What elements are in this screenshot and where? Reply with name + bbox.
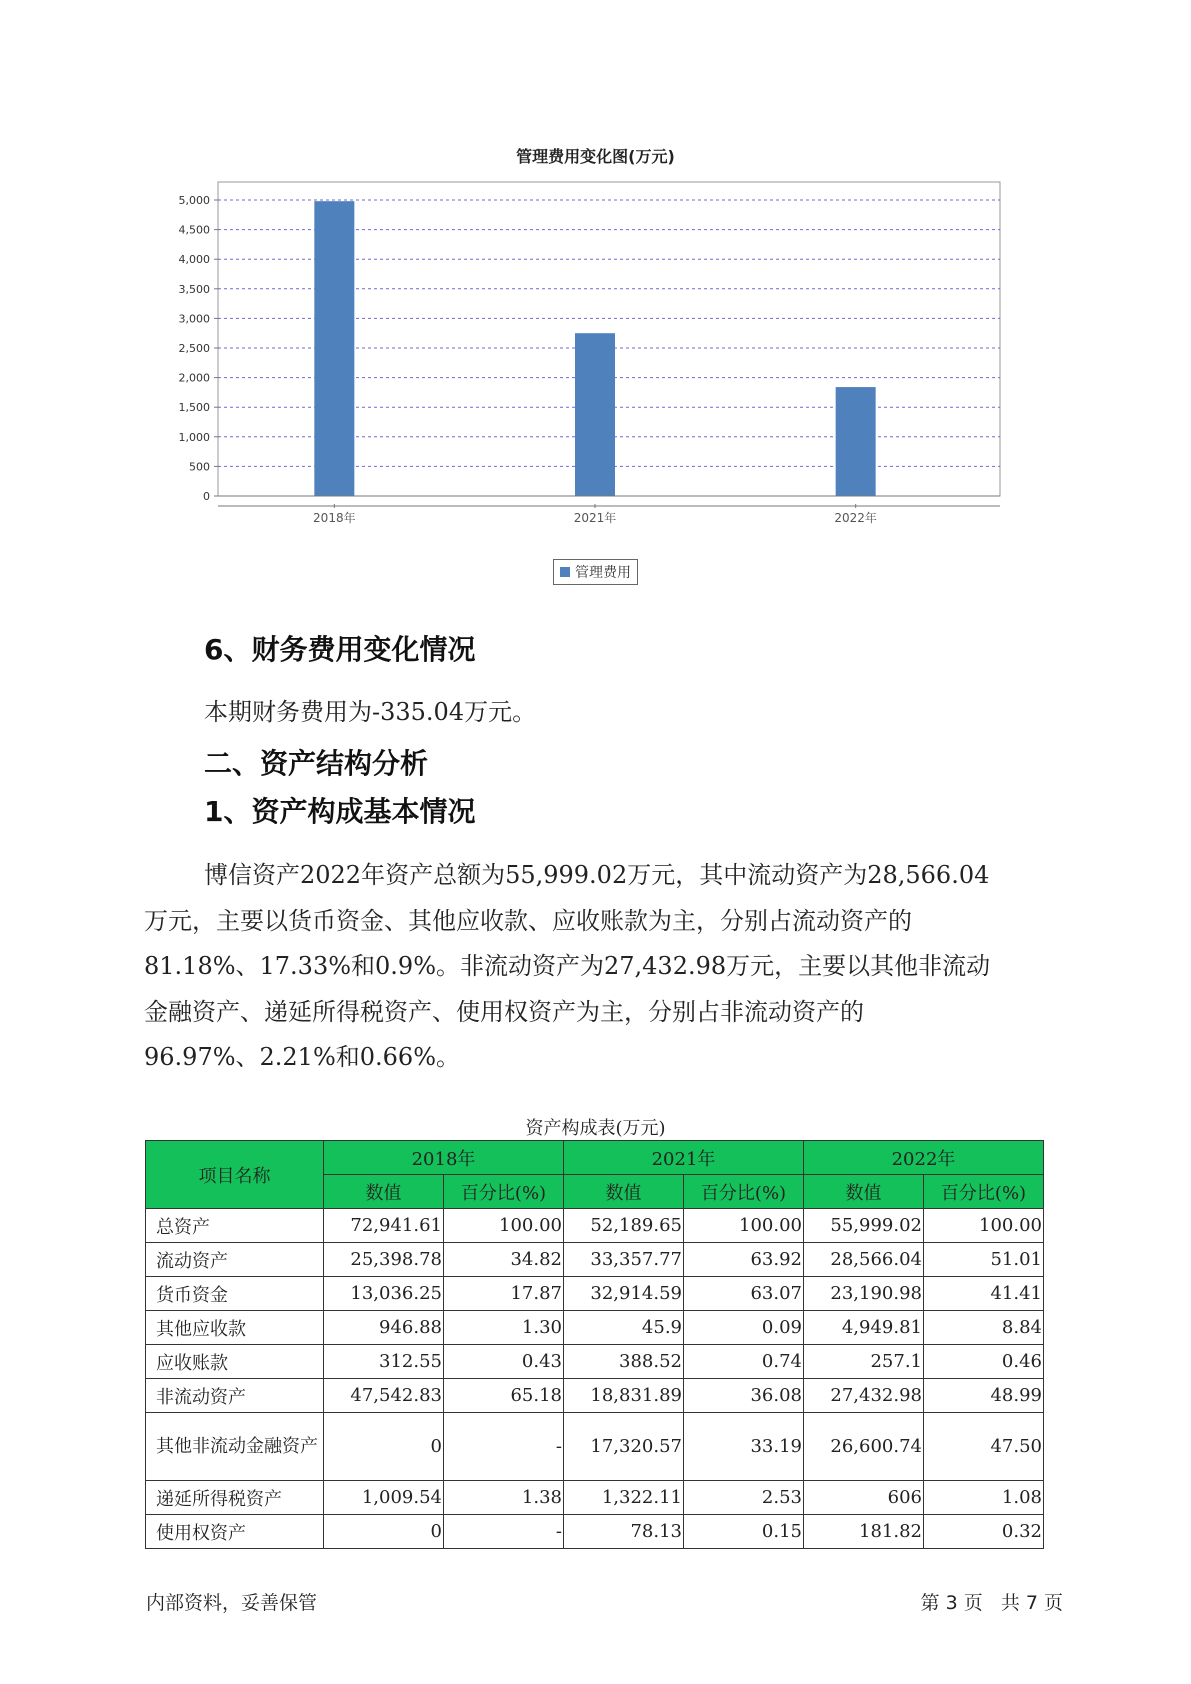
y-tick-label: 0 — [203, 490, 210, 503]
x-tick-label: 2018年 — [313, 511, 356, 525]
cell: 45.9 — [564, 1311, 684, 1345]
cell: 1,009.54 — [324, 1481, 444, 1515]
cell: 55,999.02 — [804, 1209, 924, 1243]
paragraph-line: 万元，主要以货币资金、其他应收款、应收账款为主，分别占流动资产的 — [144, 906, 912, 935]
cell: 26,600.74 — [804, 1413, 924, 1481]
cell: 47.50 — [924, 1413, 1044, 1481]
cell: 63.92 — [684, 1243, 804, 1277]
cell: 4,949.81 — [804, 1311, 924, 1345]
bar — [314, 201, 354, 496]
header-year: 2018年 — [324, 1141, 564, 1175]
row-name: 货币资金 — [146, 1277, 324, 1311]
cell: 1.30 — [444, 1311, 564, 1345]
cell: 48.99 — [924, 1379, 1044, 1413]
header-percent: 百分比(%) — [444, 1175, 564, 1209]
y-tick-label: 3,000 — [178, 312, 210, 326]
header-item-name: 项目名称 — [146, 1141, 324, 1209]
table-row — [146, 1413, 1044, 1481]
cell: 32,914.59 — [564, 1277, 684, 1311]
cell: 8.84 — [924, 1311, 1044, 1345]
cell: 0 — [324, 1515, 444, 1549]
row-name: 总资产 — [146, 1209, 324, 1243]
cell: 28,566.04 — [804, 1243, 924, 1277]
cell: 257.1 — [804, 1345, 924, 1379]
cell: 0.46 — [924, 1345, 1044, 1379]
row-name: 递延所得税资产 — [146, 1481, 324, 1515]
cell: 41.41 — [924, 1277, 1044, 1311]
bar — [575, 333, 615, 496]
cell: 312.55 — [324, 1345, 444, 1379]
row-name: 其他非流动金融资产 — [146, 1413, 324, 1481]
cell: 100.00 — [684, 1209, 804, 1243]
cell: 1.08 — [924, 1481, 1044, 1515]
row-name: 流动资产 — [146, 1243, 324, 1277]
cell: 17.87 — [444, 1277, 564, 1311]
table-caption: 资产构成表(万元) — [525, 1118, 666, 1139]
header-year: 2021年 — [564, 1141, 804, 1175]
header-year: 2022年 — [804, 1141, 1044, 1175]
paragraph-line: 81.18%、17.33%和0.9%。非流动资产为27,432.98万元，主要以其他非流动 — [144, 952, 991, 980]
cell: 23,190.98 — [804, 1277, 924, 1311]
header-value: 数值 — [564, 1175, 684, 1209]
cell: 100.00 — [444, 1209, 564, 1243]
cell: 47,542.83 — [324, 1379, 444, 1413]
cell: 0.74 — [684, 1345, 804, 1379]
management-expense-bar-chart — [160, 180, 1020, 550]
table-row — [146, 1515, 1044, 1549]
table-row — [146, 1243, 1044, 1277]
header-value: 数值 — [324, 1175, 444, 1209]
chart-title: 管理费用变化图(万元) — [516, 147, 675, 166]
y-tick-label: 4,000 — [178, 253, 210, 267]
table-row — [146, 1209, 1044, 1243]
cell: 0.09 — [684, 1311, 804, 1345]
row-name: 应收账款 — [146, 1345, 324, 1379]
y-axis-ticks — [179, 194, 219, 503]
cell: 33.19 — [684, 1413, 804, 1481]
table-row — [146, 1481, 1044, 1515]
cell: 13,036.25 — [324, 1277, 444, 1311]
table-row — [146, 1311, 1044, 1345]
paragraph-line: 博信资产2022年资产总额为55,999.02万元，其中流动资产为28,566.04 — [204, 861, 990, 889]
cell: - — [444, 1413, 564, 1481]
paragraph-line: 金融资产、递延所得税资产、使用权资产为主，分别占非流动资产的 — [144, 997, 864, 1026]
cell: 0.15 — [684, 1515, 804, 1549]
legend-label: 管理费用 — [575, 565, 631, 581]
cell: 0.43 — [444, 1345, 564, 1379]
cell: 27,432.98 — [804, 1379, 924, 1413]
y-tick-label: 1,000 — [178, 430, 210, 444]
cell: 946.88 — [324, 1311, 444, 1345]
x-tick-label: 2022年 — [834, 511, 877, 525]
cell: 1,322.11 — [564, 1481, 684, 1515]
x-tick-label: 2021年 — [573, 511, 617, 525]
row-name: 使用权资产 — [146, 1515, 324, 1549]
y-tick-label: 2,500 — [178, 342, 210, 355]
cell: 63.07 — [684, 1277, 804, 1311]
header-percent: 百分比(%) — [924, 1175, 1044, 1209]
asset-summary-paragraph — [144, 853, 1074, 1081]
cell: 52,189.65 — [564, 1209, 684, 1243]
cell: 51.01 — [924, 1243, 1044, 1277]
cell: 181.82 — [804, 1515, 924, 1549]
y-tick-label: 500 — [189, 460, 210, 474]
cell: 2.53 — [684, 1481, 804, 1515]
cell: 388.52 — [564, 1345, 684, 1379]
cell: 36.08 — [684, 1379, 804, 1413]
cell: 34.82 — [444, 1243, 564, 1277]
cell: 606 — [804, 1481, 924, 1515]
section-2-1-heading: 1、资产构成基本情况 — [204, 795, 476, 828]
y-tick-label: 5,000 — [178, 194, 210, 207]
cell: 17,320.57 — [564, 1413, 684, 1481]
cell: 100.00 — [924, 1209, 1044, 1243]
legend-swatch — [560, 567, 570, 577]
section-6-heading: 6、财务费用变化情况 — [204, 633, 476, 666]
cell: - — [444, 1515, 564, 1549]
cell: 0.32 — [924, 1515, 1044, 1549]
cell: 1.38 — [444, 1481, 564, 1515]
asset-structure-table — [145, 1140, 1044, 1549]
paragraph-line: 96.97%、2.21%和0.66%。 — [144, 1043, 460, 1071]
cell: 72,941.61 — [324, 1209, 444, 1243]
x-axis-ticks — [218, 504, 1000, 525]
table-row — [146, 1379, 1044, 1413]
footer-confidential-note: 内部资料，妥善保管 — [146, 1592, 318, 1614]
header-value: 数值 — [804, 1175, 924, 1209]
row-name: 其他应收款 — [146, 1311, 324, 1345]
header-percent: 百分比(%) — [684, 1175, 804, 1209]
table-row — [146, 1277, 1044, 1311]
chart-legend — [553, 559, 638, 585]
y-tick-label: 1,500 — [178, 401, 210, 415]
y-tick-label: 3,500 — [178, 282, 210, 296]
cell: 65.18 — [444, 1379, 564, 1413]
cell: 78.13 — [564, 1515, 684, 1549]
cell: 0 — [324, 1413, 444, 1481]
section-6-text: 本期财务费用为-335.04万元。 — [204, 698, 537, 726]
cell: 25,398.78 — [324, 1243, 444, 1277]
cell: 18,831.89 — [564, 1379, 684, 1413]
y-tick-label: 4,500 — [178, 223, 210, 237]
section-2-heading: 二、资产结构分析 — [204, 747, 429, 780]
table-row — [146, 1345, 1044, 1379]
y-tick-label: 2,000 — [178, 371, 210, 385]
bar — [836, 387, 876, 496]
row-name: 非流动资产 — [146, 1379, 324, 1413]
cell: 33,357.77 — [564, 1243, 684, 1277]
footer-page-number: 第 3 页 共 7 页 — [920, 1592, 1063, 1614]
